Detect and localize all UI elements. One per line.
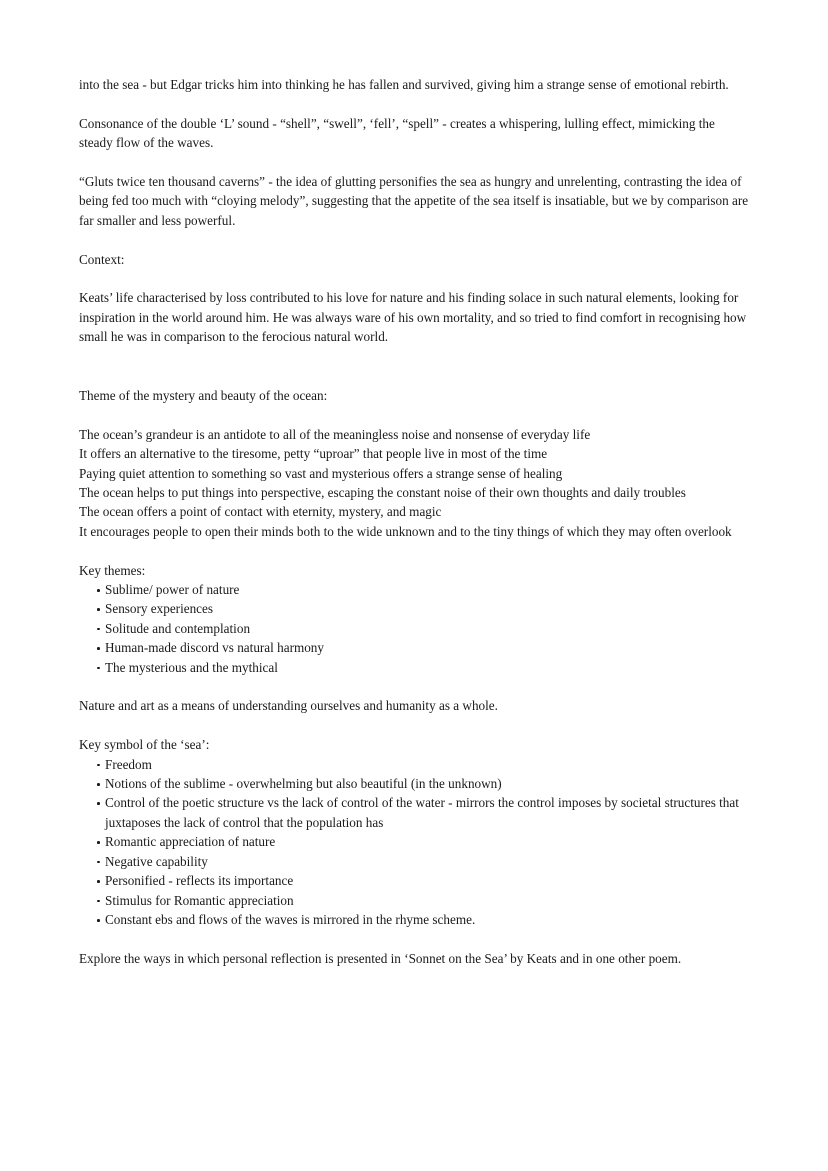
- closing-question: Explore the ways in which personal reflection is presented in ‘Sonnet on the Sea’ by Keats and in one other poem.: [79, 950, 682, 966]
- theme-point: It encourages people to open their minds both to the wide unknown and to the tiny things of which they may often overlook: [79, 523, 732, 539]
- paragraph-edgar: into the sea - but Edgar tricks him into thinking he has fallen and survived, giving him a strange sense of emotional rebirth.: [79, 77, 729, 92]
- theme-point: The ocean helps to put things into perspective, escaping the constant noise of their own thoughts and daily troubles: [79, 485, 686, 501]
- document-body: [79, 75, 751, 988]
- theme-point: Paying quiet attention to something so vast and mysterious offers a strange sense of healing: [79, 465, 563, 481]
- paragraph-context-body: Keats’ life characterised by loss contributed to his love for nature and his finding solace in such natural elements, looking for inspiration in the world around him. He was always ware of his own mortality, and so tried to find comfort in recognising how small he was in comparison to the ferocious natural world.: [79, 290, 747, 345]
- list-item: Negative capability: [79, 852, 751, 871]
- list-item: Sublime/ power of nature: [79, 580, 751, 599]
- key-symbol-heading: Key symbol of the ‘sea’:: [79, 737, 210, 753]
- key-symbol-list: [79, 755, 751, 930]
- paragraph-consonance: Consonance of the double ‘L’ sound - “shell”, “swell”, ‘fell’, “spell” - creates a whispering, lulling effect, mimicking the steady flow of the waves.: [79, 115, 715, 151]
- theme-points-list: [79, 425, 751, 541]
- theme-heading: Theme of the mystery and beauty of the ocean:: [79, 388, 328, 404]
- list-item: Personified - reflects its importance: [79, 871, 751, 890]
- list-item: Control of the poetic structure vs the lack of control of the water - mirrors the control imposes by societal structures that juxtaposes the lack of control that the population has: [79, 793, 751, 832]
- theme-point: It offers an alternative to the tiresome, petty “uproar” that people live in most of the time: [79, 446, 548, 462]
- list-item: Romantic appreciation of nature: [79, 832, 751, 851]
- key-themes-heading: Key themes:: [79, 562, 146, 578]
- paragraph-gluts: “Gluts twice ten thousand caverns” - the idea of glutting personifies the sea as hungry and unrelenting, contrasting the idea of being fed too much with “cloying melody”, suggesting that the appetite of the sea itself is insatiable, but we by comparison are far smaller and less powerful.: [79, 174, 749, 228]
- list-item: Freedom: [79, 755, 751, 774]
- list-item: Sensory experiences: [79, 599, 751, 618]
- list-item: Solitude and contemplation: [79, 619, 751, 638]
- list-item: Human-made discord vs natural harmony: [79, 638, 751, 657]
- theme-point: The ocean offers a point of contact with eternity, mystery, and magic: [79, 504, 442, 520]
- list-item: The mysterious and the mythical: [79, 658, 751, 677]
- key-themes-list: [79, 580, 751, 677]
- theme-point: The ocean’s grandeur is an antidote to all of the meaningless noise and nonsense of everyday life: [79, 426, 591, 442]
- list-item: Notions of the sublime - overwhelming but also beautiful (in the unknown): [79, 774, 751, 793]
- context-label: Context:: [79, 251, 125, 267]
- paragraph-nature-and-art: Nature and art as a means of understanding ourselves and humanity as a whole.: [79, 698, 498, 714]
- list-item: Stimulus for Romantic appreciation: [79, 891, 751, 910]
- section-spacer: [79, 366, 751, 386]
- list-item: Constant ebs and flows of the waves is mirrored in the rhyme scheme.: [79, 910, 751, 929]
